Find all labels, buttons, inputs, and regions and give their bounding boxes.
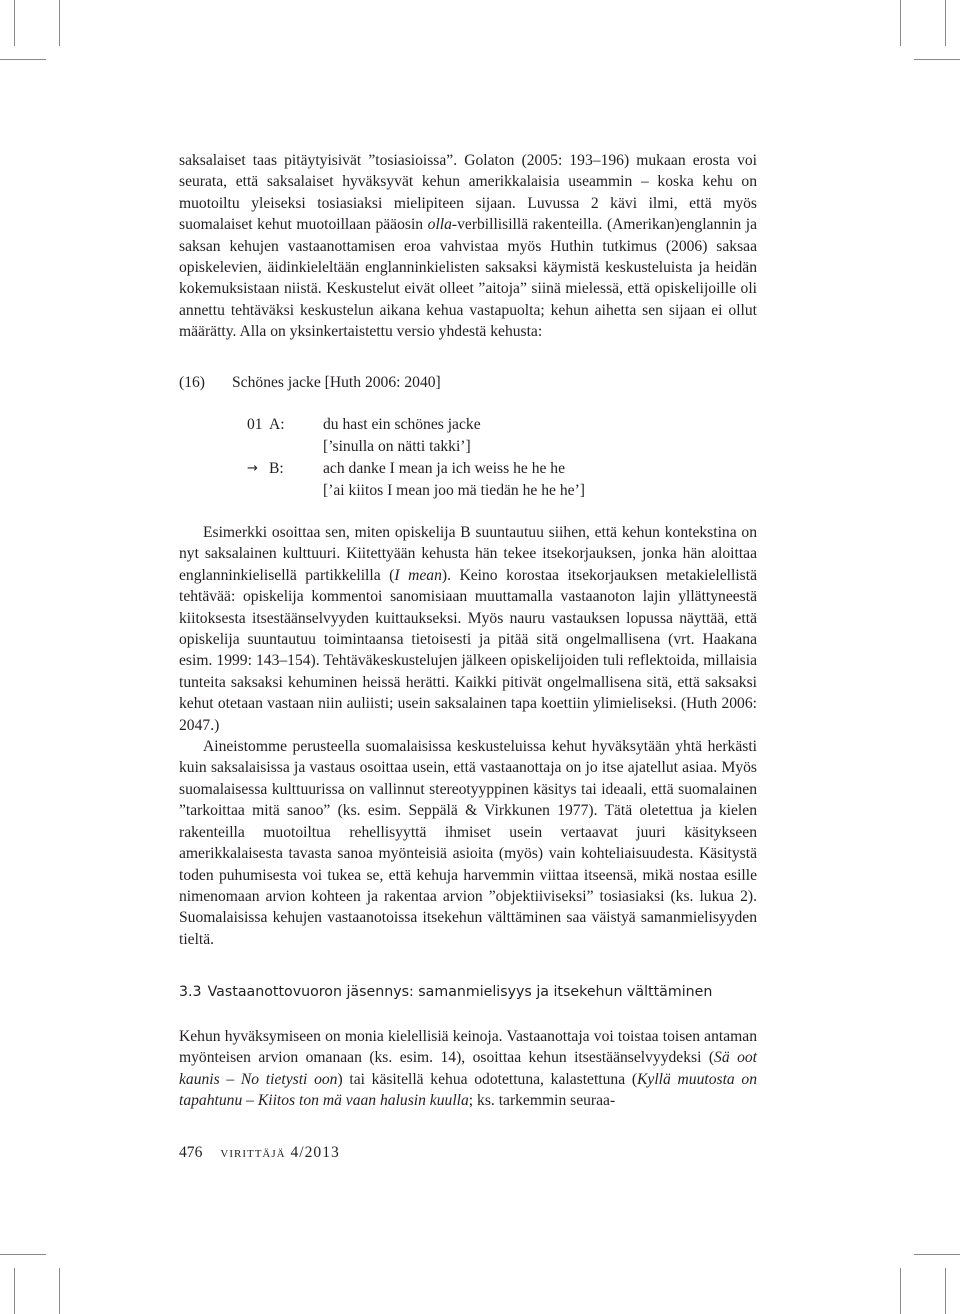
paragraph-text: Kehun hyväksymiseen on monia kielellisiä keinoja. Vastaanottaja voi toistaa toisen antaman myönteisen arvion omanaan (ks. esim. 14), osoittaa kehun itsestäänselvyydeksi ( [179, 1028, 757, 1067]
body-paragraph-1 [179, 150, 757, 343]
emphasis-text: I mean [394, 566, 442, 584]
arrow-right-icon: → [247, 461, 258, 476]
example-number: (16) [179, 374, 205, 391]
line-number: 01 [247, 416, 263, 433]
gloss-text: [’ai kiitos I mean joo mä tiedän he he he’] [323, 482, 585, 499]
transcript-line [247, 414, 747, 436]
crop-mark [59, 0, 60, 46]
paragraph-text: -verbillisillä rakenteilla. (Amerikan)englannin ja saksan kehujen vastaanottamisen eroa vahvistaa myös Huthin tutkimus (2006) saksaa opiskelevien, äidinkieleltään englanninkielisten saksaksi käymistä keskusteluista ja heidän kokemuksistaan niistä. Keskustelut eivät olleet ”aitoja” siinä mielessä, että opiskelijoille oli annettu tehtäväksi keskustelun aikana kehua vastapuolta; kehun aihetta sen sijaan ei ollut määrätty. Alla on yksinkertaistettu versio yhdestä kehusta: [179, 216, 757, 341]
body-paragraph-3 [179, 1026, 757, 1112]
crop-mark [945, 0, 946, 46]
speaker-label: A: [269, 416, 285, 433]
section-title: Vastaanottovuoron jäsennys: samanmielisyys ja itsekehun välttäminen [207, 984, 713, 1000]
body-paragraph-2 [179, 522, 757, 950]
paragraph-text: saksalaiset taas pitäytyisivät ”tosiasioissa”. Golaton (2005: 193–196) mukaan erosta voi seurata, että saksalaiset hyväksyvät kehun amerikkalaisia useammin – koska kehu on muotoiltu yleiseksi tosiasiaksi mielipiteen sijaan. Luvussa 2 kävi ilmi, että myös suomalaiset kehut muotoillaan pääosin [179, 152, 757, 234]
example-heading [179, 372, 441, 393]
crop-mark [14, 0, 15, 46]
transcript-gloss [247, 480, 747, 502]
paragraph-text: Aineistomme perusteella suomalaisissa keskusteluissa kehut hyväksytään yhtä herkästi kuin saksalaisissa ja vastaus osoittaa usein, että vastaanottaja on jo itse ajatellut asiaa. Myös suomalaisessa kulttuurissa on vallinnut stereotyyppinen käsitys tai ideaali, että suomalainen ”tarkoittaa mitä sanoo” (ks. esim. Seppälä & Virkkunen 1977). Tätä oletettua ja kielen rakenteilla muotoiltua rehellisyyttä ihmiset usein vertaavat juuri käsitykseen amerikkalaisesta tavasta sanoa myönteisiä asioita (myös) vain kohteliaisuudesta. Käsitystä toden puhumisesta voi tukea se, että kehuja harvemmin viittaa itseensä, mikä nostaa esille nimenomaan arvion kohteen ja rakentaa arvion ”objektiiviseksi” tosiasiaksi (ks. lukua 2). Suomalaisissa kehujen vastaanotoissa itsekehun välttäminen saa väistyä samanmielisyyden tieltä. [179, 738, 757, 948]
transcript-gloss [247, 436, 747, 458]
utterance-text: ach danke I mean ja ich weiss he he he [323, 460, 566, 477]
page-number: 476 [179, 1144, 203, 1161]
page-footer [179, 1142, 340, 1163]
section-number: 3.3 [179, 984, 202, 1000]
paragraph-text: ). Keino korostaa itsekorjauksen metakielellistä tehtävää: opiskelija kommentoi sanomisiaan muuttamalla vastaanoton lajin yllättyneestä kiitoksesta itsestäänselvyyden kuittaukseksi. Myös nauru vastauksen lopussa näyttää, että opiskelija suuntautuu toimintaansa tietoisesti ja pitää sitä ongelmallisena (vrt. Haakana esim. 1999: 143–154). Tehtäväkeskustelujen jälkeen opiskelijoiden tuli reflektoida, millaisia tunteita saksaksi kehuminen heissä herätti. Kaikki pitivät ongelmallisena sitä, että saksaksi kehut otetaan vastaan niin auliisti; usein saksalainen tapa koettiin ylimieliseksi. (Huth 2006: 2047.) [179, 566, 757, 734]
transcript-line [247, 458, 747, 480]
crop-mark [0, 59, 46, 60]
crop-mark [900, 0, 901, 46]
crop-mark [914, 59, 960, 60]
utterance-text: du hast ein schönes jacke [323, 416, 481, 433]
journal-name: virittäjä 4/2013 [220, 1144, 340, 1161]
emphasis-text: Kyllä muutosta on tapahtunu – Kiitos ton mä vaan halusin kuulla [179, 1070, 757, 1110]
crop-mark [14, 1268, 15, 1314]
crop-mark [900, 1268, 901, 1314]
gloss-text: [’sinulla on nätti takki’] [323, 438, 471, 455]
paragraph-text: Esimerkki osoittaa sen, miten opiskelija B suuntautuu siihen, että kehun kontekstina on nyt saksalainen kulttuuri. Kiitettyään kehusta hän tekee itsekorjauksen, jonka hän aloittaa englanninkielisellä partikkelilla ( [179, 524, 757, 584]
section-heading [179, 984, 712, 1000]
paragraph-text: ; ks. tarkemmin seuraa- [468, 1092, 616, 1110]
example-title: Schönes jacke [Huth 2006: 2040] [232, 374, 441, 391]
emphasis-text: olla [427, 216, 452, 234]
crop-mark [914, 1254, 960, 1255]
emphasis-text: Sä oot kaunis – No tietysti oon [179, 1049, 758, 1088]
crop-mark [59, 1268, 60, 1314]
crop-mark [945, 1268, 946, 1314]
speaker-label: B: [269, 460, 284, 477]
paragraph-text: ) tai käsitellä kehua odotettuna, kalastettuna ( [337, 1070, 638, 1088]
crop-mark [0, 1254, 46, 1255]
